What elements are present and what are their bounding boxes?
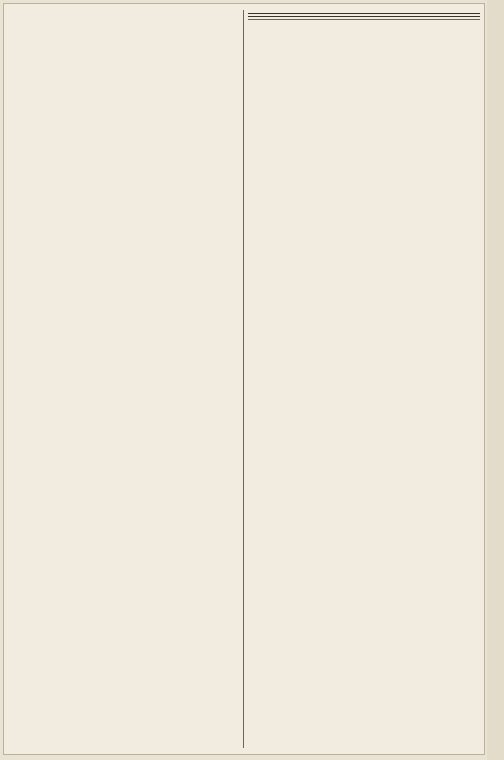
left-column: [10, 10, 240, 748]
masthead: [248, 13, 480, 17]
column-rule: [243, 10, 244, 748]
footnote: [248, 19, 480, 22]
adjacent-page-edge: [487, 0, 504, 760]
right-column: [248, 10, 480, 748]
newspaper-page: [3, 3, 485, 755]
